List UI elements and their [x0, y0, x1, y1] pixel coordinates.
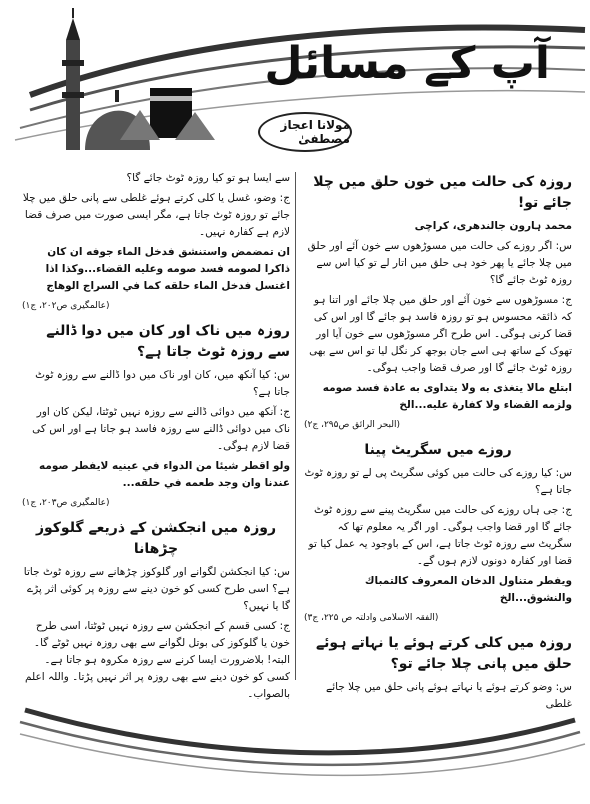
question-text: س: کیا روزے کی حالت میں کوئی سگریٹ پی لے تو روزہ ٹوٹ جاتا ہے؟ [304, 467, 572, 496]
arabic-quote: ولو اقطر شيئا من الدواء في عينيه لايفطر صومه عندنا وان وجد طعمه في حلقه... [39, 460, 290, 489]
swoosh-line [25, 710, 575, 753]
answer-text: ج: کسی قسم کے انجکشن سے روزہ نہیں ٹوٹتا، اسی طرح خون یا گلوکوز کی بوتل لگوانے سے بھی روزہ نہیں ٹوٹے گا۔ البتہ! بلاضرورت ایسا کرنے سے روزہ مکروہ ہو جاتا ہے۔ کسی کو خون دینے سے بھی روزہ پر اثر نہیں پڑتا۔ واللہ اعلم بالصواب۔ [24, 620, 290, 700]
column-divider [295, 172, 296, 680]
arabic-quote: ان تمضمض واستنشق فدخل الماء جوفه ان كان ذاكرا لصومه فسد صومه وعليه القضاء...وكذا اذا اغتسل فدخل الماء حلقه كما في السراج الوهاج [45, 246, 290, 292]
question-text: س: اگر روزے کی حالت میں مسوڑھوں سے خون آئے اور حلق میں چلا جائے یا پھر خود ہی حلق میں اتار لے تو کیا اس سے روزہ ٹوٹ جائے گا؟ [307, 240, 572, 286]
section-heading: روزہ میں ناک اور کان میں دوا ڈالنے سے روزہ ٹوٹ جاتا ہے؟ [46, 323, 290, 360]
footer-swoosh [0, 680, 590, 800]
page-header [0, 0, 590, 160]
left-column [22, 170, 290, 706]
section-heading: روزہ میں کلی کرتے ہوئے یا نہاتے ہوئے حلق میں پانی چلا جائے تو؟ [315, 635, 572, 672]
section-heading: روزے میں سگریٹ پینا [364, 442, 512, 458]
arabic-quote: ويفطر متناول الدخان المعروف كالتمباك والنشوق...الخ [364, 575, 572, 604]
asker-name: محمد ہارون جالندھری، کراچی [414, 220, 572, 232]
answer-text: ج: وضو، غسل یا کلی کرتے ہوئے غلطی سے پانی حلق میں چلا جائے تو روزہ ٹوٹ جاتا ہے، مگر ایسی صورت میں صرف قضا لازم ہے کفارہ نہیں۔ [22, 192, 290, 238]
question-text: س: کیا آنکھ میں، کان اور ناک میں دوا ڈالنے سے روزہ ٹوٹ جاتا ہے؟ [35, 369, 290, 398]
arabic-quote: ابتلع مالا يتغذى به ولا يتداوى به عادة فسد صومه ولزمه القضاء ولا كفارة عليه...الخ [322, 382, 572, 411]
right-column [304, 170, 572, 716]
reference: (عالمگیری ص۲۰۳، ج۱) [22, 498, 110, 508]
answer-text: ج: آنکھ میں دوائی ڈالنے سے روزہ نہیں ٹوٹتا، لیکن کان اور ناک میں دوائی ڈالنے سے روزہ فاسد ہو جاتا ہے اور اس کی قضا لازم ہوگی۔ [32, 406, 290, 452]
page-footer [0, 680, 590, 800]
question-text: س: کیا انجکشن لگوانے اور گلوکوز چڑھانے سے روزہ ٹوٹ جاتا ہے؟ اسی طرح کسی کو خون دینے سے روزہ پر کوئی اثر پڑے گا یا نہیں؟ [23, 566, 290, 612]
kaaba-icon [120, 88, 215, 140]
section-heading: روزہ میں انجکشن کے ذریعے گلوکوز چڑھانا [35, 520, 277, 557]
reference: (البحر الرائق ص۲۹۵، ج۲) [304, 420, 401, 430]
section-heading: روزہ کی حالت میں خون حلق میں چلا جائے تو! [313, 174, 572, 211]
answer-text: ج: مسوڑھوں سے خون آئے اور حلق میں چلا جائے اور اتنا ہو کہ ذائقہ محسوس ہو تو روزہ فاسد ہو جائے گا اور اس کی قضا کرنی ہوگی۔ اس طرح اگر مسوڑھوں سے خون آیا اور تھوک کے ساتھ ہی اسے جان بوجھ کر نگل لیا تو اس سے بھی روزہ ٹوٹ جائے گا اور صرف قضا واجب ہوگی۔ [309, 294, 572, 374]
question-text: س: وضو کرتے ہوئے یا نہاتے ہوئے پانی حلق میں چلا جائے غلطی [326, 681, 572, 710]
author-badge: مولانا اعجاز مصطفیٰ [258, 112, 352, 152]
page-title: آپ کے مسائل [264, 38, 550, 89]
answer-text: ج: جی ہاں روزے کی حالت میں سگریٹ پینے سے روزہ ٹوٹ جائے گا اور قضا واجب ہوگی۔ اور اگر یہ معلوم تھا کہ سگریٹ سے روزہ ٹوٹ جاتا ہے، اس کے باوجود یہ عمل کیا تو قضا اور کفارہ دونوں لازم ہوں گے۔ [308, 504, 572, 567]
reference: (عالمگیری ص۲۰۲، ج۱) [22, 301, 110, 311]
reference: (الفقہ الاسلامی وادلتہ ص ۲۲۵، ج۳) [304, 613, 439, 623]
question-continuation: سے ایسا ہو تو کیا روزہ ٹوٹ جائے گا؟ [126, 172, 290, 184]
